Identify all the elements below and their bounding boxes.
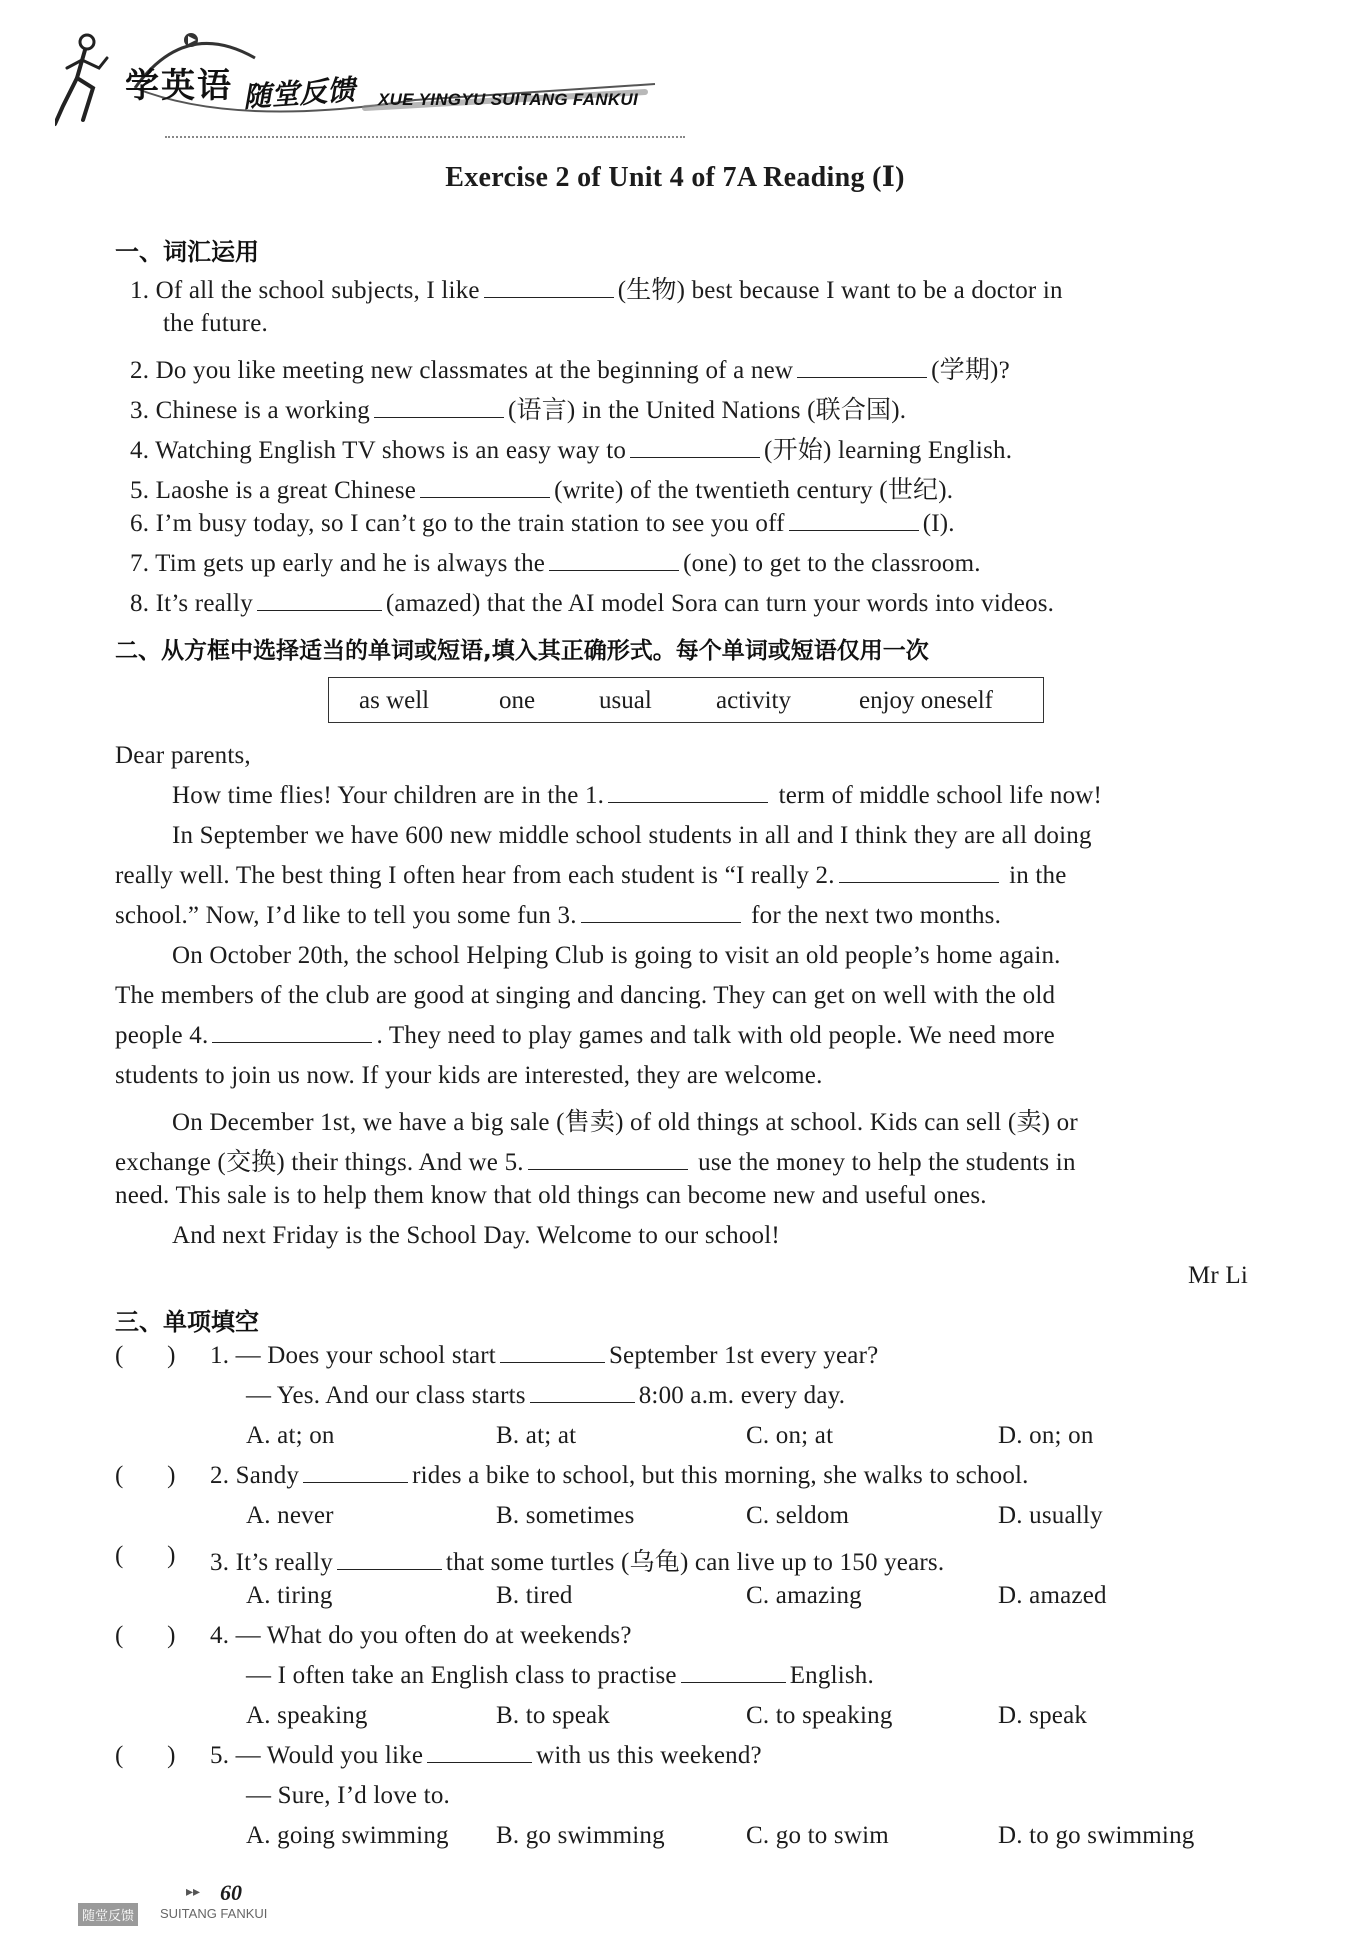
passage-line: The members of the club are good at singing and dancing. They can get on well with the old (115, 982, 1056, 1009)
double-arrow-icon: ▸▸ (186, 1885, 201, 1900)
passage-blank-3[interactable] (581, 921, 741, 923)
answer-blank[interactable] (484, 296, 614, 298)
word-bank-box (328, 677, 1044, 723)
mc-option[interactable]: D. amazed (998, 1582, 1107, 1609)
vocab-item-1: 1. Of all the school subjects, I like (生物) best because I want to be a doctor in (130, 277, 1063, 304)
section-heading: 一、词汇运用 (115, 238, 259, 266)
mc-option[interactable]: C. on; at (746, 1422, 834, 1449)
brand-pinyin: XUE YINGYU SUITANG FANKUI (378, 90, 639, 109)
passage-line: On December 1st, we have a big sale (售卖) of old things at school. Kids can sell (卖) or (172, 1109, 1078, 1136)
passage-line: people 4. . They need to play games and talk with old people. We need more (115, 1022, 1055, 1049)
passage-blank-1[interactable] (608, 801, 768, 803)
mc-option[interactable]: A. never (246, 1502, 334, 1529)
mc-option[interactable]: B. sometimes (496, 1502, 635, 1529)
answer-blank[interactable] (630, 456, 760, 458)
question-blank (427, 1761, 532, 1763)
passage-line: students to join us now. If your kids are interested, they are welcome. (115, 1062, 823, 1089)
question-blank (681, 1681, 786, 1683)
passage-line: In September we have 600 new middle school students in all and I think they are all doing (172, 822, 1092, 849)
question-blank (303, 1481, 408, 1483)
passage-line: On October 20th, the school Helping Club is going to visit an old people’s home again. (172, 942, 1061, 969)
mc-option[interactable]: A. speaking (246, 1702, 368, 1729)
word-bank-item: one (499, 687, 536, 714)
mc-option[interactable]: C. seldom (746, 1502, 850, 1529)
word-bank-item: activity (716, 687, 791, 714)
mc-question-5: 5. — Would you like with us this weekend? (210, 1742, 762, 1769)
vocab-item-8: 8. It’s really (amazed) that the AI model Sora can turn your words into videos. (130, 590, 1055, 617)
brand-title: 学英语 (125, 66, 233, 106)
mc-option[interactable]: A. at; on (246, 1422, 335, 1449)
vocab-item-3: 3. Chinese is a working (语言) in the United Nations (联合国). (130, 397, 907, 424)
passage-line: How time flies! Your children are in the 1. term of middle school life now! (172, 782, 1103, 809)
passage-blank-5[interactable] (528, 1168, 688, 1170)
mc-question-4: 4. — What do you often do at weekends? (210, 1622, 632, 1649)
answer-paren[interactable]: ( ) (115, 1462, 176, 1489)
answer-paren[interactable]: ( ) (115, 1542, 176, 1569)
page-title: Exercise 2 of Unit 4 of 7A Reading (Ⅰ) (445, 162, 905, 193)
mc-question-4-reply: — I often take an English class to practise English. (246, 1662, 874, 1689)
passage-line: school.” Now, I’d like to tell you some fun 3. for the next two months. (115, 902, 1002, 929)
passage-line: really well. The best thing I often hear from each student is “I really 2. in the (115, 862, 1067, 889)
answer-blank[interactable] (789, 529, 919, 531)
question-blank (530, 1401, 635, 1403)
mc-option[interactable]: B. at; at (496, 1422, 577, 1449)
brand-subtitle: 随堂反馈 (242, 73, 357, 114)
vocab-item-5: 5. Laoshe is a great Chinese (write) of the twentieth century (世纪). (130, 477, 954, 504)
mc-option[interactable]: A. going swimming (246, 1822, 449, 1849)
answer-paren[interactable]: ( ) (115, 1742, 176, 1769)
mc-question-1-reply: — Yes. And our class starts 8:00 a.m. every day. (246, 1382, 846, 1409)
mc-option[interactable]: D. to go swimming (998, 1822, 1195, 1849)
mc-option[interactable]: D. usually (998, 1502, 1103, 1529)
footer-tag-text: SUITANG FANKUI (160, 1906, 268, 1921)
answer-blank[interactable] (549, 569, 679, 571)
vocab-item-1-cont: the future. (163, 310, 268, 337)
footer-tag: 随堂反馈 (78, 1903, 138, 1926)
mc-question-5-reply: — Sure, I’d love to. (246, 1782, 450, 1809)
answer-paren[interactable]: ( ) (115, 1622, 176, 1649)
vocab-item-4: 4. Watching English TV shows is an easy way to (开始) learning English. (130, 437, 1013, 464)
passage-blank-2[interactable] (839, 881, 999, 883)
vocab-item-7: 7. Tim gets up early and he is always the (one) to get to the classroom. (130, 550, 981, 577)
passage-line: need. This sale is to help them know that old things can become new and useful ones. (115, 1182, 987, 1209)
mc-option[interactable]: C. amazing (746, 1582, 862, 1609)
question-blank (337, 1568, 442, 1570)
section-heading: 二、从方框中选择适当的单词或短语,填入其正确形式。每个单词或短语仅用一次 (115, 638, 929, 664)
mc-option[interactable]: B. go swimming (496, 1822, 665, 1849)
vocab-item-6: 6. I’m busy today, so I can’t go to the train station to see you off (I). (130, 510, 955, 537)
mc-question-2: 2. Sandy rides a bike to school, but this morning, she walks to school. (210, 1462, 1029, 1489)
mc-option[interactable]: C. to speaking (746, 1702, 893, 1729)
mc-question-3: 3. It’s really that some turtles (乌龟) can live up to 150 years. (210, 1549, 945, 1576)
word-bank-item: as well (359, 687, 430, 714)
mc-question-1: 1. — Does your school start September 1st every year? (210, 1342, 879, 1369)
letter-signature: Mr Li (1188, 1262, 1249, 1289)
answer-blank[interactable] (257, 609, 382, 611)
mc-option[interactable]: A. tiring (246, 1582, 333, 1609)
mc-option[interactable]: C. go to swim (746, 1822, 889, 1849)
answer-paren[interactable]: ( ) (115, 1342, 176, 1369)
mc-option[interactable]: D. speak (998, 1702, 1088, 1729)
word-bank-item: usual (599, 687, 652, 714)
passage-line: exchange (交换) their things. And we 5. use the money to help the students in (115, 1149, 1076, 1176)
answer-blank[interactable] (374, 416, 504, 418)
passage-line: And next Friday is the School Day. Welcome to our school! (172, 1222, 780, 1249)
word-bank-item: enjoy oneself (859, 687, 993, 714)
question-blank (500, 1361, 605, 1363)
answer-blank[interactable] (420, 496, 550, 498)
passage-blank-4[interactable] (212, 1041, 372, 1043)
mc-option[interactable]: D. on; on (998, 1422, 1094, 1449)
mc-option[interactable]: B. to speak (496, 1702, 610, 1729)
section-heading: 三、单项填空 (115, 1308, 259, 1336)
answer-blank[interactable] (797, 376, 927, 378)
header-banner (55, 28, 675, 128)
letter-greeting: Dear parents, (115, 742, 251, 769)
mc-option[interactable]: B. tired (496, 1582, 573, 1609)
runner-logo-icon (55, 28, 115, 128)
page-number: 60 (220, 1880, 242, 1905)
header-divider (165, 136, 685, 138)
vocab-item-2: 2. Do you like meeting new classmates at the beginning of a new (学期)? (130, 357, 1010, 384)
page-footer (78, 1880, 318, 1940)
